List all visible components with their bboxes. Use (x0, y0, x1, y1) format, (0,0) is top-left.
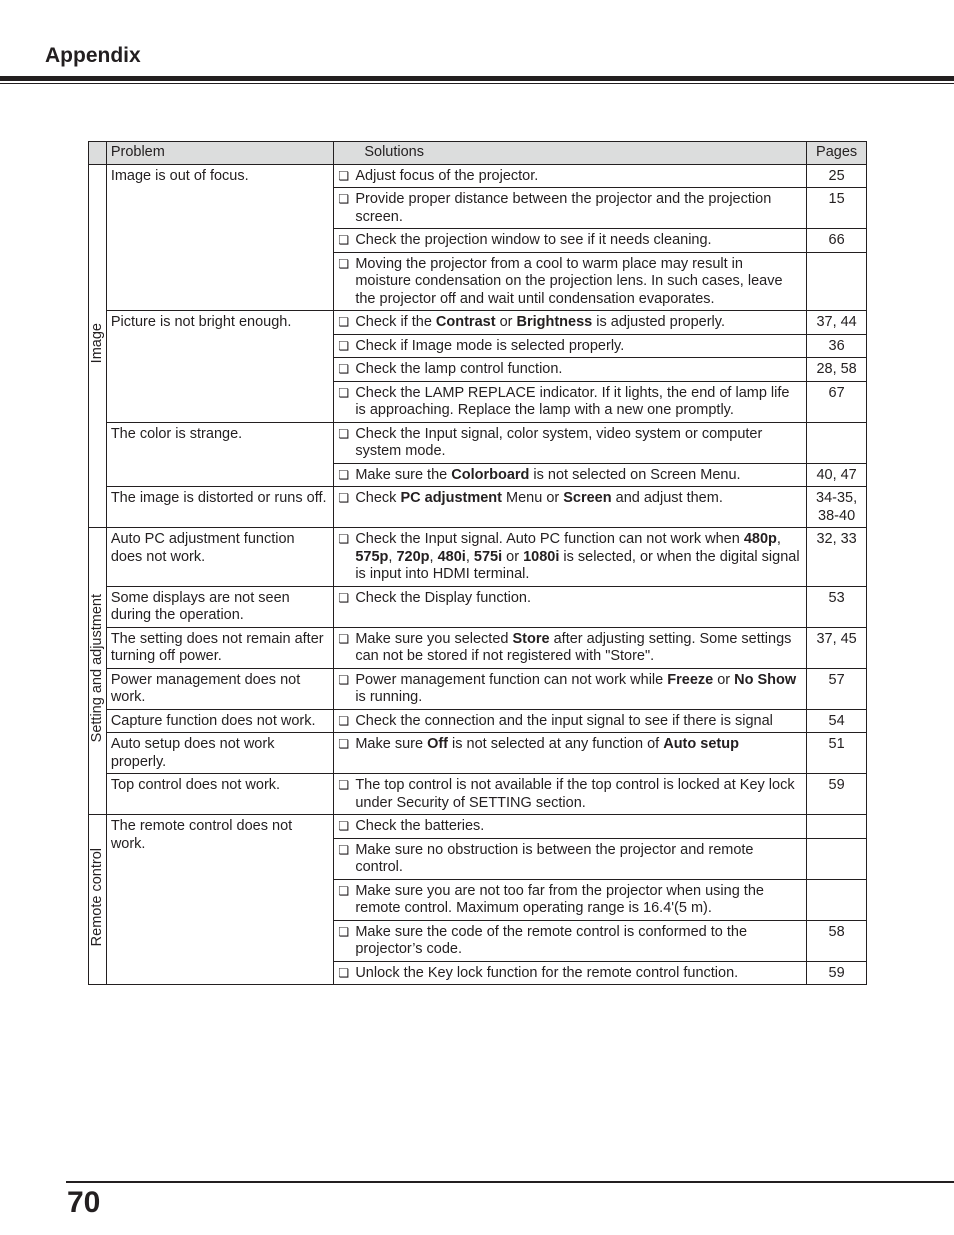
problem-cell: Power management does not work. (106, 668, 334, 709)
pages-cell: 37, 44 (807, 311, 867, 335)
checkbox-bullet-icon: ❏ (338, 965, 350, 980)
solution-fragment: Check the Input signal. Auto PC function can not work when (355, 531, 744, 547)
solution-fragment: The top control is not available if the top control is locked at Key lock under Security of SETTING section. (355, 777, 795, 811)
checkbox-bullet-icon: ❏ (338, 819, 350, 833)
problem-cell: Capture function does not work. (106, 709, 334, 733)
pages-cell (807, 815, 867, 839)
table-row (89, 586, 867, 627)
table-row (89, 733, 867, 774)
pages-cell: 37, 45 (807, 627, 867, 668)
solution-emphasis: PC adjustment (400, 490, 502, 506)
table-header-row (89, 142, 867, 165)
solution-cell (334, 961, 807, 985)
problem-cell: The setting does not remain after turning off power. (106, 627, 334, 668)
table-row (89, 774, 867, 815)
solution-emphasis: Auto setup (663, 736, 739, 752)
solution-cell (334, 334, 807, 358)
pages-cell: 53 (807, 586, 867, 627)
table-row (89, 668, 867, 709)
solution-cell (334, 422, 807, 463)
problem-cell: Auto PC adjustment function does not work. (106, 528, 334, 587)
solution-fragment: Check the Display function. (355, 589, 532, 606)
pages-cell (807, 879, 867, 920)
solution-fragment: Check the projection window to see if it needs cleaning. (355, 232, 712, 248)
solution-emphasis: Brightness (516, 314, 593, 330)
pages-cell (807, 252, 867, 311)
solution-text (355, 713, 802, 731)
solution-cell (334, 164, 807, 188)
pages-cell: 32, 33 (807, 528, 867, 587)
table-row (89, 709, 867, 733)
solution-fragment: is selected, or when the digital signal is input into HDMI terminal. (355, 548, 800, 582)
solution-text (355, 531, 802, 584)
footer-rule (66, 1181, 954, 1183)
checkbox-bullet-icon: ❏ (338, 385, 350, 400)
solution-text (355, 256, 802, 309)
solution-fragment: Check if the (355, 314, 436, 330)
solution-cell (334, 229, 807, 253)
solution-emphasis: 575i (473, 548, 503, 565)
table-row (89, 627, 867, 668)
solution-cell (334, 815, 807, 839)
solution-fragment: , (776, 531, 781, 547)
page-title: Appendix (45, 44, 141, 67)
solution-emphasis: 720p (396, 548, 430, 565)
checkbox-bullet-icon: ❏ (338, 672, 350, 687)
solution-text (355, 338, 802, 356)
table-row (89, 311, 867, 335)
table-row (89, 815, 867, 839)
header-pages: Pages (807, 142, 867, 165)
solution-fragment: Adjust focus of the projector. (355, 167, 539, 184)
solution-fragment: or (495, 314, 517, 330)
solution-text (355, 191, 802, 226)
solution-cell (334, 188, 807, 229)
solution-fragment: or (713, 671, 735, 688)
problem-cell: Auto setup does not work properly. (106, 733, 334, 774)
category-cell-image (89, 164, 107, 528)
checkbox-bullet-icon: ❏ (338, 713, 350, 728)
checkbox-bullet-icon: ❏ (338, 192, 350, 206)
solution-fragment: Moving the projector from a cool to warm place may result in moisture condensation on the projection lens. In such cases, leave the projector off and wait until condensation evaporates. (355, 255, 783, 307)
checkbox-bullet-icon: ❏ (338, 338, 350, 353)
solution-fragment: Check (355, 490, 401, 506)
category-label: Image (89, 322, 105, 364)
pages-cell: 59 (807, 774, 867, 815)
pages-cell: 66 (807, 229, 867, 253)
solution-fragment: is not selected at any function of (448, 736, 664, 752)
table-body (89, 164, 867, 985)
problem-cell: Top control does not work. (106, 774, 334, 815)
pages-cell: 15 (807, 188, 867, 229)
checkbox-bullet-icon: ❏ (338, 467, 350, 482)
solution-cell (334, 879, 807, 920)
solution-cell (334, 627, 807, 668)
pages-cell: 36 (807, 334, 867, 358)
troubleshooting-table (88, 141, 867, 985)
solution-text (355, 467, 802, 485)
solution-emphasis: Store (512, 630, 550, 647)
solution-text (355, 924, 802, 959)
header-solutions: Solutions (334, 142, 807, 165)
solution-text (355, 965, 802, 983)
header-problem: Problem (106, 142, 334, 165)
solution-fragment: is adjusted properly. (592, 314, 725, 330)
solution-text (355, 883, 802, 918)
checkbox-bullet-icon: ❏ (338, 491, 350, 505)
solution-text (355, 385, 802, 420)
solution-emphasis: 480i (437, 548, 466, 565)
solution-fragment: Make sure no obstruction is between the projector and remote control. (355, 841, 754, 875)
solution-text (355, 361, 802, 379)
category-cell-remote-control (89, 815, 107, 985)
solution-cell (334, 920, 807, 961)
checkbox-bullet-icon: ❏ (338, 233, 350, 247)
solution-cell (334, 487, 807, 528)
pages-cell: 57 (807, 668, 867, 709)
solution-cell (334, 311, 807, 335)
problem-cell: The remote control does not work. (106, 815, 334, 985)
checkbox-bullet-icon: ❏ (338, 532, 350, 546)
solution-fragment: Check the lamp control function. (355, 361, 563, 377)
solution-text (355, 314, 802, 332)
table-row (89, 164, 867, 188)
solution-fragment: Check the LAMP REPLACE indicator. If it lights, the end of lamp life is approaching. Replace the lamp with a new one promptly. (355, 384, 790, 418)
problem-cell: The image is distorted or runs off. (106, 487, 334, 528)
solution-text (355, 590, 802, 608)
pages-cell: 34-35, 38-40 (807, 487, 867, 528)
pages-cell: 59 (807, 961, 867, 985)
checkbox-bullet-icon: ❏ (338, 778, 350, 792)
solution-text (355, 777, 802, 812)
solution-fragment: , (388, 548, 397, 565)
checkbox-bullet-icon: ❏ (338, 256, 350, 271)
solution-fragment: Check the batteries. (355, 818, 485, 834)
pages-cell (807, 422, 867, 463)
checkbox-bullet-icon: ❏ (338, 883, 350, 898)
solution-cell (334, 252, 807, 311)
header-rule (0, 76, 954, 81)
checkbox-bullet-icon: ❏ (338, 362, 350, 376)
solution-text (355, 490, 802, 508)
solution-text (355, 168, 802, 186)
checkbox-bullet-icon: ❏ (338, 631, 350, 646)
solution-cell (334, 358, 807, 382)
solution-fragment: Make sure the code of the remote control is conformed to the projector’s code. (355, 923, 748, 957)
pages-cell: 51 (807, 733, 867, 774)
solution-fragment: or (502, 548, 524, 565)
checkbox-bullet-icon: ❏ (338, 426, 350, 441)
solution-text (355, 736, 802, 754)
problem-cell: The color is strange. (106, 422, 334, 487)
solution-cell (334, 838, 807, 879)
solution-cell (334, 381, 807, 422)
table-row (89, 528, 867, 587)
solution-fragment: Menu or (501, 490, 564, 506)
solution-text (355, 672, 802, 707)
solution-fragment: , (429, 548, 438, 565)
header-category (89, 142, 107, 165)
solution-fragment: Check the connection and the input signal to see if there is signal (355, 712, 773, 729)
solution-text (355, 818, 802, 836)
solution-fragment: is not selected on Screen Menu. (529, 466, 741, 483)
pages-cell: 25 (807, 164, 867, 188)
solution-text (355, 842, 802, 877)
pages-cell: 28, 58 (807, 358, 867, 382)
problem-cell: Picture is not bright enough. (106, 311, 334, 423)
page-number: 70 (67, 1186, 101, 1219)
checkbox-bullet-icon: ❏ (338, 842, 350, 857)
solution-text (355, 631, 802, 666)
category-label: Remote control (89, 847, 105, 946)
solution-fragment: Check if Image mode is selected properly. (355, 337, 625, 354)
checkbox-bullet-icon: ❏ (338, 924, 350, 939)
solution-cell (334, 586, 807, 627)
checkbox-bullet-icon: ❏ (338, 590, 350, 605)
solution-fragment: is running. (355, 689, 423, 705)
pages-cell: 58 (807, 920, 867, 961)
solution-emphasis: 1080i (523, 548, 560, 565)
solution-emphasis: Freeze (667, 671, 714, 688)
table-row (89, 422, 867, 463)
solution-text (355, 232, 802, 250)
solution-fragment: Make sure the (355, 466, 452, 483)
solution-emphasis: 575p (355, 548, 389, 565)
solution-fragment: after adjusting setting. Some settings can not be stored if not registered with "Store". (355, 630, 792, 664)
solution-fragment: Make sure you selected (355, 630, 513, 647)
solution-fragment: Unlock the Key lock function for the remote control function. (355, 964, 739, 981)
header-rule-thin (0, 83, 954, 84)
solution-emphasis: 480p (743, 531, 777, 547)
pages-cell: 40, 47 (807, 463, 867, 487)
table-row (89, 487, 867, 528)
category-cell-setting-and-adjustment (89, 528, 107, 815)
solution-cell (334, 463, 807, 487)
pages-cell: 54 (807, 709, 867, 733)
solution-cell (334, 528, 807, 587)
solution-cell (334, 733, 807, 774)
solution-text (355, 426, 802, 461)
solution-cell (334, 774, 807, 815)
solution-cell (334, 668, 807, 709)
solution-cell (334, 709, 807, 733)
solution-emphasis: Off (427, 736, 448, 752)
solution-fragment: Check the Input signal, color system, video system or computer system mode. (355, 425, 763, 459)
solution-fragment: Power management function can not work while (355, 671, 668, 688)
problem-cell: Some displays are not seen during the operation. (106, 586, 334, 627)
solution-fragment: Make sure (355, 736, 428, 752)
checkbox-bullet-icon: ❏ (338, 315, 350, 329)
pages-cell: 67 (807, 381, 867, 422)
solution-fragment: Make sure you are not too far from the projector when using the remote control. Maximum operating range is 16.4'(5 m). (355, 882, 764, 916)
pages-cell (807, 838, 867, 879)
solution-fragment: and adjust them. (611, 490, 723, 506)
checkbox-bullet-icon: ❏ (338, 168, 350, 183)
solution-emphasis: Screen (563, 490, 612, 506)
solution-emphasis: Colorboard (451, 466, 530, 483)
category-label: Setting and adjustment (89, 594, 105, 743)
checkbox-bullet-icon: ❏ (338, 737, 350, 751)
solution-emphasis: No Show (734, 671, 797, 688)
solution-emphasis: Contrast (435, 314, 496, 330)
problem-cell: Image is out of focus. (106, 164, 334, 311)
solution-fragment: Provide proper distance between the projector and the projection screen. (355, 191, 772, 225)
solution-fragment: , (465, 548, 474, 565)
